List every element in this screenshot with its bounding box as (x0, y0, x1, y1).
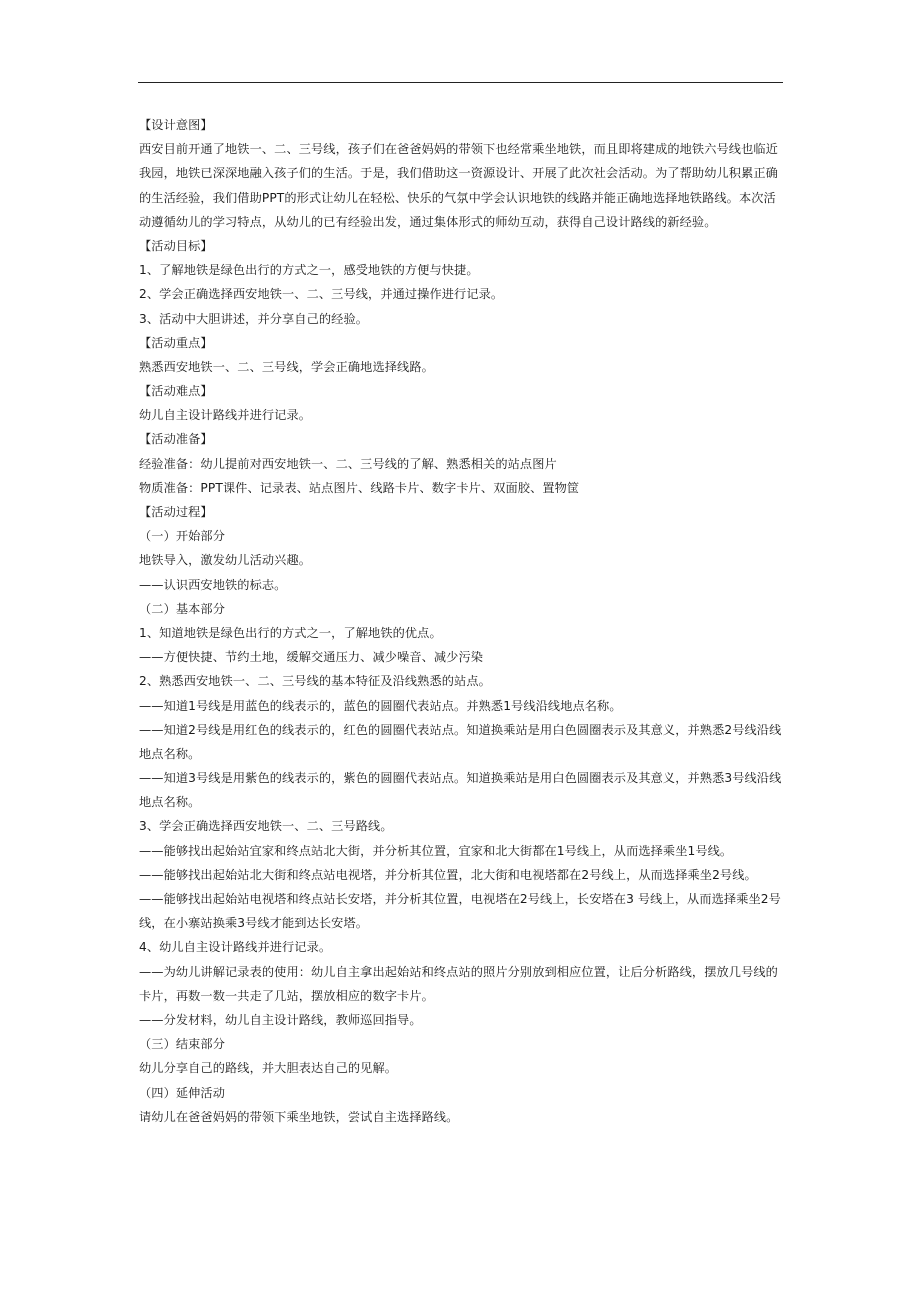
subsection-heading: （三）结束部分 (139, 1037, 226, 1052)
list-item: 3、学会正确选择西安地铁一、二、三号路线。 (139, 819, 393, 834)
section-heading-process: 【活动过程】 (139, 505, 213, 519)
paragraph-line: ——知道3号线是用紫色的线表示的，紫色的圆圈代表站点。知道换乘站是用白色圆圈表示及其意义，并熟悉3号线沿线 (139, 771, 782, 786)
paragraph-line: 线，在小寨站换乘3号线才能到达长安塔。 (139, 916, 369, 931)
paragraph-line: ——认识西安地铁的标志。 (139, 577, 287, 592)
list-item: 3、活动中大胆讲述，并分享自己的经验。 (139, 311, 369, 326)
paragraph-line: ——知道2号线是用红色的线表示的，红色的圆圈代表站点。知道换乘站是用白色圆圈表示及其意义，并熟悉2号线沿线 (139, 722, 782, 737)
subsection-heading: （四）延伸活动 (139, 1085, 226, 1100)
list-item: 2、熟悉西安地铁一、二、三号线的基本特征及沿线熟悉的站点。 (139, 674, 491, 689)
paragraph-line: 经验准备：幼儿提前对西安地铁一、二、三号线的了解、熟悉相关的站点图片 (139, 456, 557, 471)
paragraph-line: ——知道1号线是用蓝色的线表示的，蓝色的圆圈代表站点。并熟悉1号线沿线地点名称。 (139, 698, 622, 713)
document-body (139, 113, 784, 1129)
paragraph-line: ——分发材料，幼儿自主设计路线，教师巡回指导。 (139, 1012, 422, 1027)
section-heading-key-points: 【活动重点】 (139, 335, 213, 350)
section-heading-design-intent: 【设计意图】 (139, 118, 213, 132)
paragraph-line: 熟悉西安地铁一、二、三号线，学会正确地选择线路。 (139, 359, 434, 374)
paragraph-line: 卡片，再数一数一共走了几站，摆放相应的数字卡片。 (139, 988, 434, 1003)
list-item: 1、了解地铁是绿色出行的方式之一，感受地铁的方便与快捷。 (139, 263, 479, 278)
paragraph-line: ——方便快捷、节约土地，缓解交通压力、减少噪音、减少污染 (139, 650, 484, 665)
paragraph-line: ——能够找出起始站北大街和终点站电视塔，并分析其位置，北大街和电视塔都在2号线上，从而选择乘坐2号线。 (139, 867, 757, 882)
section-heading-preparation: 【活动准备】 (139, 432, 213, 447)
paragraph-line: 物质准备：PPT课件、记录表、站点图片、线路卡片、数字卡片、双面胶、置物筐 (139, 480, 580, 495)
subsection-heading: （二）基本部分 (139, 601, 226, 616)
section-heading-difficulties: 【活动难点】 (139, 384, 213, 399)
paragraph-line: 地点名称。 (139, 795, 201, 810)
paragraph-line: 我园，地铁已深深地融入孩子们的生活。于是，我们借助这一资源设计、开展了此次社会活动。为了帮助幼儿积累正确 (139, 166, 778, 181)
paragraph-line: ——能够找出起始站电视塔和终点站长安塔，并分析其位置，电视塔在2号线上，长安塔在3 号线上，从而选择乘坐2号 (139, 892, 781, 906)
paragraph-line: 西安目前开通了地铁一、二、三号线，孩子们在爸爸妈妈的带领下也经常乘坐地铁，而且即将建成的地铁六号线也临近 (139, 142, 778, 157)
paragraph-line: 幼儿自主设计路线并进行记录。 (139, 408, 312, 423)
header-rule (138, 82, 783, 83)
subsection-heading: （一）开始部分 (139, 529, 226, 544)
paragraph-line: ——能够找出起始站宜家和终点站北大街，并分析其位置，宜家和北大街都在1号线上，从而选择乘坐1号线。 (139, 843, 733, 858)
list-item: 4、幼儿自主设计路线并进行记录。 (139, 940, 332, 955)
paragraph-line: 请幼儿在爸爸妈妈的带领下乘坐地铁，尝试自主选择路线。 (139, 1109, 459, 1124)
list-item: 2、学会正确选择西安地铁一、二、三号线，并通过操作进行记录。 (139, 287, 504, 302)
list-item: 1、知道地铁是绿色出行的方式之一，了解地铁的优点。 (139, 625, 442, 640)
paragraph-line: 动遵循幼儿的学习特点，从幼儿的已有经验出发，通过集体形式的师幼互动，获得自己设计路线的新经验。 (139, 214, 717, 229)
paragraph-line: 地铁导入，激发幼儿活动兴趣。 (139, 553, 312, 568)
section-heading-goals: 【活动目标】 (139, 238, 213, 253)
paragraph-line: 幼儿分享自己的路线，并大胆表达自己的见解。 (139, 1061, 398, 1076)
paragraph-line: 地点名称。 (139, 746, 201, 761)
paragraph-line: ——为幼儿讲解记录表的使用：幼儿自主拿出起始站和终点站的照片分别放到相应位置，让后分析路线，摆放几号线的 (139, 964, 778, 979)
paragraph-line: 的生活经验，我们借助PPT的形式让幼儿在轻松、快乐的气氛中学会认识地铁的线路并能正确地选择地铁路线。本次活 (139, 190, 776, 205)
